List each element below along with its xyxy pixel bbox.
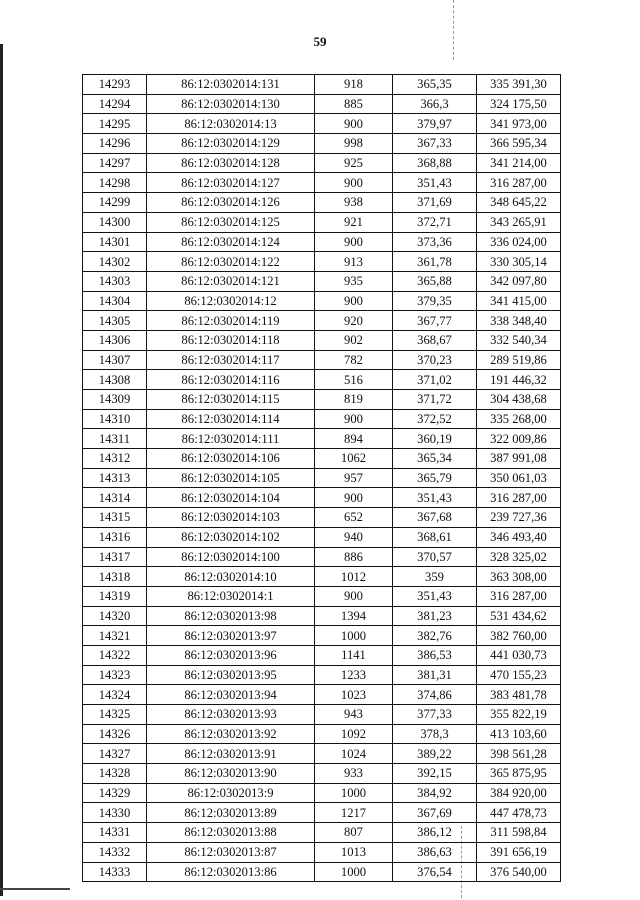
table-row [83, 409, 561, 429]
value-cell: 311 598,84 [477, 823, 561, 843]
area-cell: 913 [315, 252, 393, 272]
row-number-cell: 14309 [83, 390, 147, 410]
area-cell: 1062 [315, 449, 393, 469]
value-cell: 341 973,00 [477, 114, 561, 134]
row-number-cell: 14332 [83, 842, 147, 862]
rate-cell: 366,3 [393, 94, 477, 114]
cadastral-number-cell: 86:12:0302013:9 [147, 783, 315, 803]
rate-cell: 351,43 [393, 586, 477, 606]
rate-cell: 373,36 [393, 232, 477, 252]
row-number-cell: 14313 [83, 468, 147, 488]
table-row [83, 527, 561, 547]
area-cell: 918 [315, 75, 393, 95]
cadastral-number-cell: 86:12:0302014:118 [147, 330, 315, 350]
cadastral-number-cell: 86:12:0302014:127 [147, 173, 315, 193]
rate-cell: 389,22 [393, 744, 477, 764]
area-cell: 933 [315, 764, 393, 784]
cadastral-number-cell: 86:12:0302014:131 [147, 75, 315, 95]
value-cell: 447 478,73 [477, 803, 561, 823]
area-cell: 938 [315, 193, 393, 213]
rate-cell: 365,79 [393, 468, 477, 488]
rate-cell: 359 [393, 567, 477, 587]
rate-cell: 368,61 [393, 527, 477, 547]
cadastral-number-cell: 86:12:0302014:100 [147, 547, 315, 567]
rate-cell: 392,15 [393, 764, 477, 784]
row-number-cell: 14302 [83, 252, 147, 272]
area-cell: 957 [315, 468, 393, 488]
value-cell: 341 415,00 [477, 291, 561, 311]
area-cell: 921 [315, 212, 393, 232]
area-cell: 1013 [315, 842, 393, 862]
value-cell: 335 268,00 [477, 409, 561, 429]
area-cell: 900 [315, 488, 393, 508]
cadastral-number-cell: 86:12:0302014:116 [147, 370, 315, 390]
row-number-cell: 14328 [83, 764, 147, 784]
rate-cell: 377,33 [393, 705, 477, 725]
cadastral-number-cell: 86:12:0302014:121 [147, 271, 315, 291]
cadastral-number-cell: 86:12:0302013:98 [147, 606, 315, 626]
rate-cell: 379,97 [393, 114, 477, 134]
cadastral-number-cell: 86:12:0302013:96 [147, 645, 315, 665]
area-cell: 900 [315, 173, 393, 193]
rate-cell: 378,3 [393, 724, 477, 744]
rate-cell: 370,23 [393, 350, 477, 370]
cadastral-number-cell: 86:12:0302014:114 [147, 409, 315, 429]
table-row [83, 488, 561, 508]
rate-cell: 381,31 [393, 665, 477, 685]
row-number-cell: 14325 [83, 705, 147, 725]
area-cell: 886 [315, 547, 393, 567]
rate-cell: 367,33 [393, 134, 477, 154]
value-cell: 322 009,86 [477, 429, 561, 449]
cadastral-number-cell: 86:12:0302013:91 [147, 744, 315, 764]
table-row [83, 153, 561, 173]
cadastral-number-cell: 86:12:0302014:130 [147, 94, 315, 114]
table-row [83, 705, 561, 725]
table-row [83, 508, 561, 528]
area-cell: 1000 [315, 626, 393, 646]
cadastral-number-cell: 86:12:0302013:88 [147, 823, 315, 843]
table-row [83, 390, 561, 410]
value-cell: 332 540,34 [477, 330, 561, 350]
value-cell: 441 030,73 [477, 645, 561, 665]
table-row [83, 212, 561, 232]
table-row [83, 567, 561, 587]
cadastral-number-cell: 86:12:0302014:128 [147, 153, 315, 173]
cadastral-number-cell: 86:12:0302014:103 [147, 508, 315, 528]
rate-cell: 386,12 [393, 823, 477, 843]
cadastral-number-cell: 86:12:0302014:1 [147, 586, 315, 606]
area-cell: 900 [315, 409, 393, 429]
table-row [83, 271, 561, 291]
cadastral-number-cell: 86:12:0302013:93 [147, 705, 315, 725]
rate-cell: 372,52 [393, 409, 477, 429]
cadastral-number-cell: 86:12:0302014:115 [147, 390, 315, 410]
value-cell: 363 308,00 [477, 567, 561, 587]
cadastral-number-cell: 86:12:0302013:86 [147, 862, 315, 882]
value-cell: 355 822,19 [477, 705, 561, 725]
cadastral-number-cell: 86:12:0302014:129 [147, 134, 315, 154]
row-number-cell: 14303 [83, 271, 147, 291]
table-row [83, 94, 561, 114]
value-cell: 304 438,68 [477, 390, 561, 410]
scan-fold-line-top [453, 0, 455, 60]
area-cell: 1141 [315, 645, 393, 665]
cadastral-number-cell: 86:12:0302014:10 [147, 567, 315, 587]
area-cell: 1012 [315, 567, 393, 587]
table-row [83, 842, 561, 862]
value-cell: 328 325,02 [477, 547, 561, 567]
value-cell: 342 097,80 [477, 271, 561, 291]
value-cell: 350 061,03 [477, 468, 561, 488]
table-row [83, 291, 561, 311]
row-number-cell: 14304 [83, 291, 147, 311]
value-cell: 316 287,00 [477, 488, 561, 508]
area-cell: 920 [315, 311, 393, 331]
row-number-cell: 14331 [83, 823, 147, 843]
table-row [83, 783, 561, 803]
rate-cell: 367,77 [393, 311, 477, 331]
rate-cell: 379,35 [393, 291, 477, 311]
rate-cell: 382,76 [393, 626, 477, 646]
rate-cell: 386,53 [393, 645, 477, 665]
area-cell: 940 [315, 527, 393, 547]
row-number-cell: 14314 [83, 488, 147, 508]
area-cell: 1024 [315, 744, 393, 764]
cadastral-number-cell: 86:12:0302014:104 [147, 488, 315, 508]
area-cell: 900 [315, 114, 393, 134]
row-number-cell: 14321 [83, 626, 147, 646]
value-cell: 316 287,00 [477, 173, 561, 193]
value-cell: 335 391,30 [477, 75, 561, 95]
table-row [83, 645, 561, 665]
page-number: 59 [313, 34, 327, 49]
area-cell: 1233 [315, 665, 393, 685]
value-cell: 470 155,23 [477, 665, 561, 685]
rate-cell: 365,88 [393, 271, 477, 291]
row-number-cell: 14294 [83, 94, 147, 114]
row-number-cell: 14318 [83, 567, 147, 587]
rate-cell: 371,02 [393, 370, 477, 390]
cadastral-table [82, 74, 561, 882]
row-number-cell: 14310 [83, 409, 147, 429]
row-number-cell: 14299 [83, 193, 147, 213]
value-cell: 376 540,00 [477, 862, 561, 882]
rate-cell: 374,86 [393, 685, 477, 705]
table-row [83, 724, 561, 744]
area-cell: 1092 [315, 724, 393, 744]
row-number-cell: 14300 [83, 212, 147, 232]
value-cell: 383 481,78 [477, 685, 561, 705]
area-cell: 652 [315, 508, 393, 528]
area-cell: 900 [315, 232, 393, 252]
value-cell: 382 760,00 [477, 626, 561, 646]
area-cell: 943 [315, 705, 393, 725]
area-cell: 885 [315, 94, 393, 114]
value-cell: 398 561,28 [477, 744, 561, 764]
area-cell: 900 [315, 586, 393, 606]
table-row [83, 449, 561, 469]
area-cell: 782 [315, 350, 393, 370]
area-cell: 1000 [315, 862, 393, 882]
rate-cell: 365,34 [393, 449, 477, 469]
scan-edge-bottom [0, 888, 70, 890]
cadastral-number-cell: 86:12:0302014:13 [147, 114, 315, 134]
row-number-cell: 14295 [83, 114, 147, 134]
rate-cell: 370,57 [393, 547, 477, 567]
value-cell: 316 287,00 [477, 586, 561, 606]
cadastral-number-cell: 86:12:0302014:125 [147, 212, 315, 232]
rate-cell: 360,19 [393, 429, 477, 449]
rate-cell: 371,69 [393, 193, 477, 213]
row-number-cell: 14305 [83, 311, 147, 331]
table-row [83, 665, 561, 685]
cadastral-number-cell: 86:12:0302014:12 [147, 291, 315, 311]
cadastral-number-cell: 86:12:0302014:126 [147, 193, 315, 213]
value-cell: 348 645,22 [477, 193, 561, 213]
table-row [83, 193, 561, 213]
table-row [83, 547, 561, 567]
table-body [83, 75, 561, 882]
row-number-cell: 14301 [83, 232, 147, 252]
area-cell: 894 [315, 429, 393, 449]
table-row [83, 370, 561, 390]
table-row [83, 311, 561, 331]
rate-cell: 351,43 [393, 173, 477, 193]
scan-edge-left [0, 44, 3, 896]
area-cell: 902 [315, 330, 393, 350]
table-row [83, 350, 561, 370]
value-cell: 413 103,60 [477, 724, 561, 744]
row-number-cell: 14296 [83, 134, 147, 154]
rate-cell: 368,67 [393, 330, 477, 350]
value-cell: 531 434,62 [477, 606, 561, 626]
row-number-cell: 14330 [83, 803, 147, 823]
cadastral-number-cell: 86:12:0302014:106 [147, 449, 315, 469]
row-number-cell: 14293 [83, 75, 147, 95]
area-cell: 1394 [315, 606, 393, 626]
row-number-cell: 14306 [83, 330, 147, 350]
area-cell: 935 [315, 271, 393, 291]
cadastral-number-cell: 86:12:0302014:105 [147, 468, 315, 488]
cadastral-number-cell: 86:12:0302013:95 [147, 665, 315, 685]
cadastral-number-cell: 86:12:0302013:94 [147, 685, 315, 705]
cadastral-number-cell: 86:12:0302014:117 [147, 350, 315, 370]
cadastral-number-cell: 86:12:0302014:102 [147, 527, 315, 547]
value-cell: 239 727,36 [477, 508, 561, 528]
table-row [83, 330, 561, 350]
value-cell: 384 920,00 [477, 783, 561, 803]
area-cell: 819 [315, 390, 393, 410]
row-number-cell: 14322 [83, 645, 147, 665]
rate-cell: 381,23 [393, 606, 477, 626]
value-cell: 341 214,00 [477, 153, 561, 173]
value-cell: 391 656,19 [477, 842, 561, 862]
value-cell: 338 348,40 [477, 311, 561, 331]
table-row [83, 586, 561, 606]
table-row [83, 429, 561, 449]
row-number-cell: 14329 [83, 783, 147, 803]
row-number-cell: 14298 [83, 173, 147, 193]
rate-cell: 376,54 [393, 862, 477, 882]
value-cell: 191 446,32 [477, 370, 561, 390]
row-number-cell: 14316 [83, 527, 147, 547]
cadastral-number-cell: 86:12:0302013:87 [147, 842, 315, 862]
cadastral-number-cell: 86:12:0302013:90 [147, 764, 315, 784]
area-cell: 807 [315, 823, 393, 843]
rate-cell: 384,92 [393, 783, 477, 803]
table-row [83, 232, 561, 252]
cadastral-number-cell: 86:12:0302014:119 [147, 311, 315, 331]
cadastral-number-cell: 86:12:0302013:89 [147, 803, 315, 823]
table-row [83, 252, 561, 272]
table-row [83, 114, 561, 134]
value-cell: 289 519,86 [477, 350, 561, 370]
table-row [83, 685, 561, 705]
row-number-cell: 14315 [83, 508, 147, 528]
value-cell: 330 305,14 [477, 252, 561, 272]
row-number-cell: 14312 [83, 449, 147, 469]
row-number-cell: 14323 [83, 665, 147, 685]
rate-cell: 372,71 [393, 212, 477, 232]
row-number-cell: 14326 [83, 724, 147, 744]
table-row [83, 764, 561, 784]
rate-cell: 361,78 [393, 252, 477, 272]
area-cell: 1000 [315, 783, 393, 803]
table-row [83, 75, 561, 95]
row-number-cell: 14308 [83, 370, 147, 390]
table-row [83, 626, 561, 646]
table-row [83, 823, 561, 843]
value-cell: 346 493,40 [477, 527, 561, 547]
rate-cell: 371,72 [393, 390, 477, 410]
value-cell: 366 595,34 [477, 134, 561, 154]
value-cell: 387 991,08 [477, 449, 561, 469]
row-number-cell: 14324 [83, 685, 147, 705]
cadastral-number-cell: 86:12:0302014:124 [147, 232, 315, 252]
row-number-cell: 14311 [83, 429, 147, 449]
cadastral-number-cell: 86:12:0302013:92 [147, 724, 315, 744]
value-cell: 336 024,00 [477, 232, 561, 252]
row-number-cell: 14319 [83, 586, 147, 606]
rate-cell: 365,35 [393, 75, 477, 95]
cadastral-number-cell: 86:12:0302014:122 [147, 252, 315, 272]
row-number-cell: 14320 [83, 606, 147, 626]
table-row [83, 134, 561, 154]
cadastral-number-cell: 86:12:0302014:111 [147, 429, 315, 449]
rate-cell: 386,63 [393, 842, 477, 862]
area-cell: 1023 [315, 685, 393, 705]
rate-cell: 351,43 [393, 488, 477, 508]
row-number-cell: 14317 [83, 547, 147, 567]
rate-cell: 367,68 [393, 508, 477, 528]
area-cell: 998 [315, 134, 393, 154]
row-number-cell: 14333 [83, 862, 147, 882]
table-row [83, 173, 561, 193]
table-row [83, 606, 561, 626]
table-row [83, 468, 561, 488]
row-number-cell: 14327 [83, 744, 147, 764]
cadastral-number-cell: 86:12:0302013:97 [147, 626, 315, 646]
area-cell: 925 [315, 153, 393, 173]
rate-cell: 368,88 [393, 153, 477, 173]
table-row [83, 862, 561, 882]
value-cell: 365 875,95 [477, 764, 561, 784]
row-number-cell: 14307 [83, 350, 147, 370]
table-row [83, 744, 561, 764]
area-cell: 900 [315, 291, 393, 311]
area-cell: 516 [315, 370, 393, 390]
area-cell: 1217 [315, 803, 393, 823]
value-cell: 343 265,91 [477, 212, 561, 232]
value-cell: 324 175,50 [477, 94, 561, 114]
rate-cell: 367,69 [393, 803, 477, 823]
row-number-cell: 14297 [83, 153, 147, 173]
table-row [83, 803, 561, 823]
